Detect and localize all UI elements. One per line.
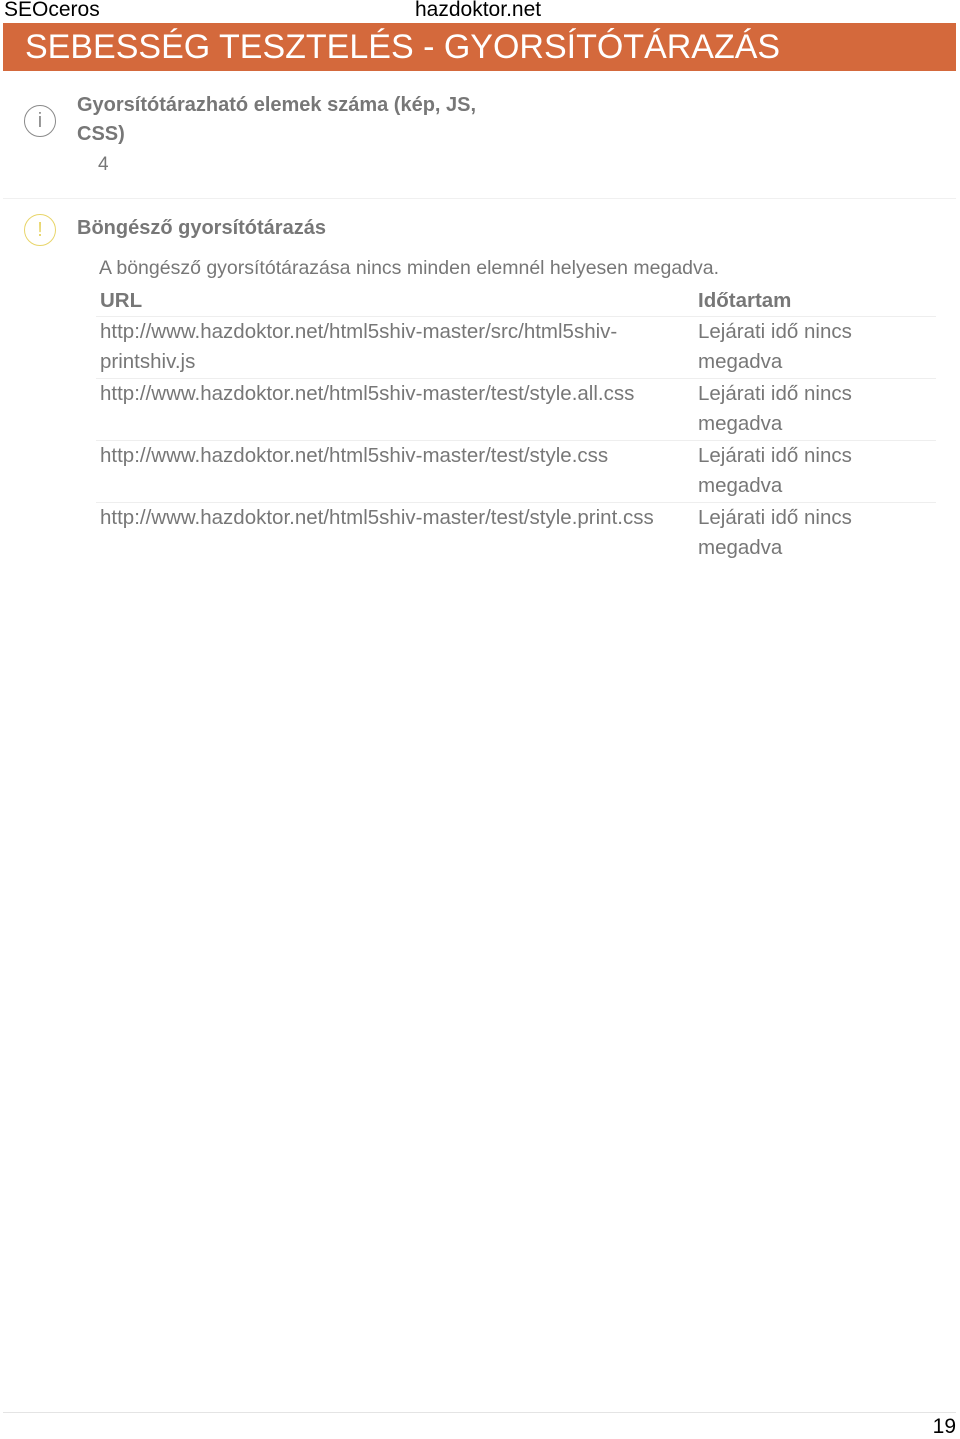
duration-cell: Lejárati idő nincs megadva xyxy=(694,503,936,565)
footer-divider xyxy=(3,1412,956,1413)
table-row xyxy=(96,317,936,379)
section-banner xyxy=(3,23,956,71)
url-cell: http://www.hazdoktor.net/html5shiv-master/src/html5shiv-printshiv.js xyxy=(96,317,694,379)
cacheable-items-title: Gyorsítótárazható elemek száma (kép, JS, CSS) xyxy=(77,94,477,145)
header-site: hazdoktor.net xyxy=(415,0,542,21)
column-header-url: URL xyxy=(100,288,143,312)
cacheable-items-value: 4 xyxy=(98,154,109,175)
browser-cache-title: Böngésző gyorsítótárazás xyxy=(77,217,326,239)
table-row xyxy=(96,441,936,503)
banner-title: SEBESSÉG TESZTELÉS - GYORSÍTÓTÁRAZÁS xyxy=(25,28,781,66)
table-row xyxy=(96,503,936,565)
duration-cell: Lejárati idő nincs megadva xyxy=(694,441,936,503)
cache-table xyxy=(96,285,936,564)
warning-icon: ! xyxy=(24,214,56,246)
column-header-duration: Időtartam xyxy=(698,288,792,312)
page-number: 19 xyxy=(932,1415,956,1438)
url-cell: http://www.hazdoktor.net/html5shiv-master/test/style.all.css xyxy=(96,379,694,441)
header-brand: SEOceros xyxy=(4,0,100,21)
browser-cache-description: A böngésző gyorsítótárazása nincs minden elemnél helyesen megadva. xyxy=(99,257,720,279)
url-cell: http://www.hazdoktor.net/html5shiv-master/test/style.print.css xyxy=(96,503,694,565)
duration-cell: Lejárati idő nincs megadva xyxy=(694,317,936,379)
info-icon: i xyxy=(24,105,56,137)
divider xyxy=(3,198,956,199)
table-row xyxy=(96,379,936,441)
url-cell: http://www.hazdoktor.net/html5shiv-master/test/style.css xyxy=(96,441,694,503)
duration-cell: Lejárati idő nincs megadva xyxy=(694,379,936,441)
